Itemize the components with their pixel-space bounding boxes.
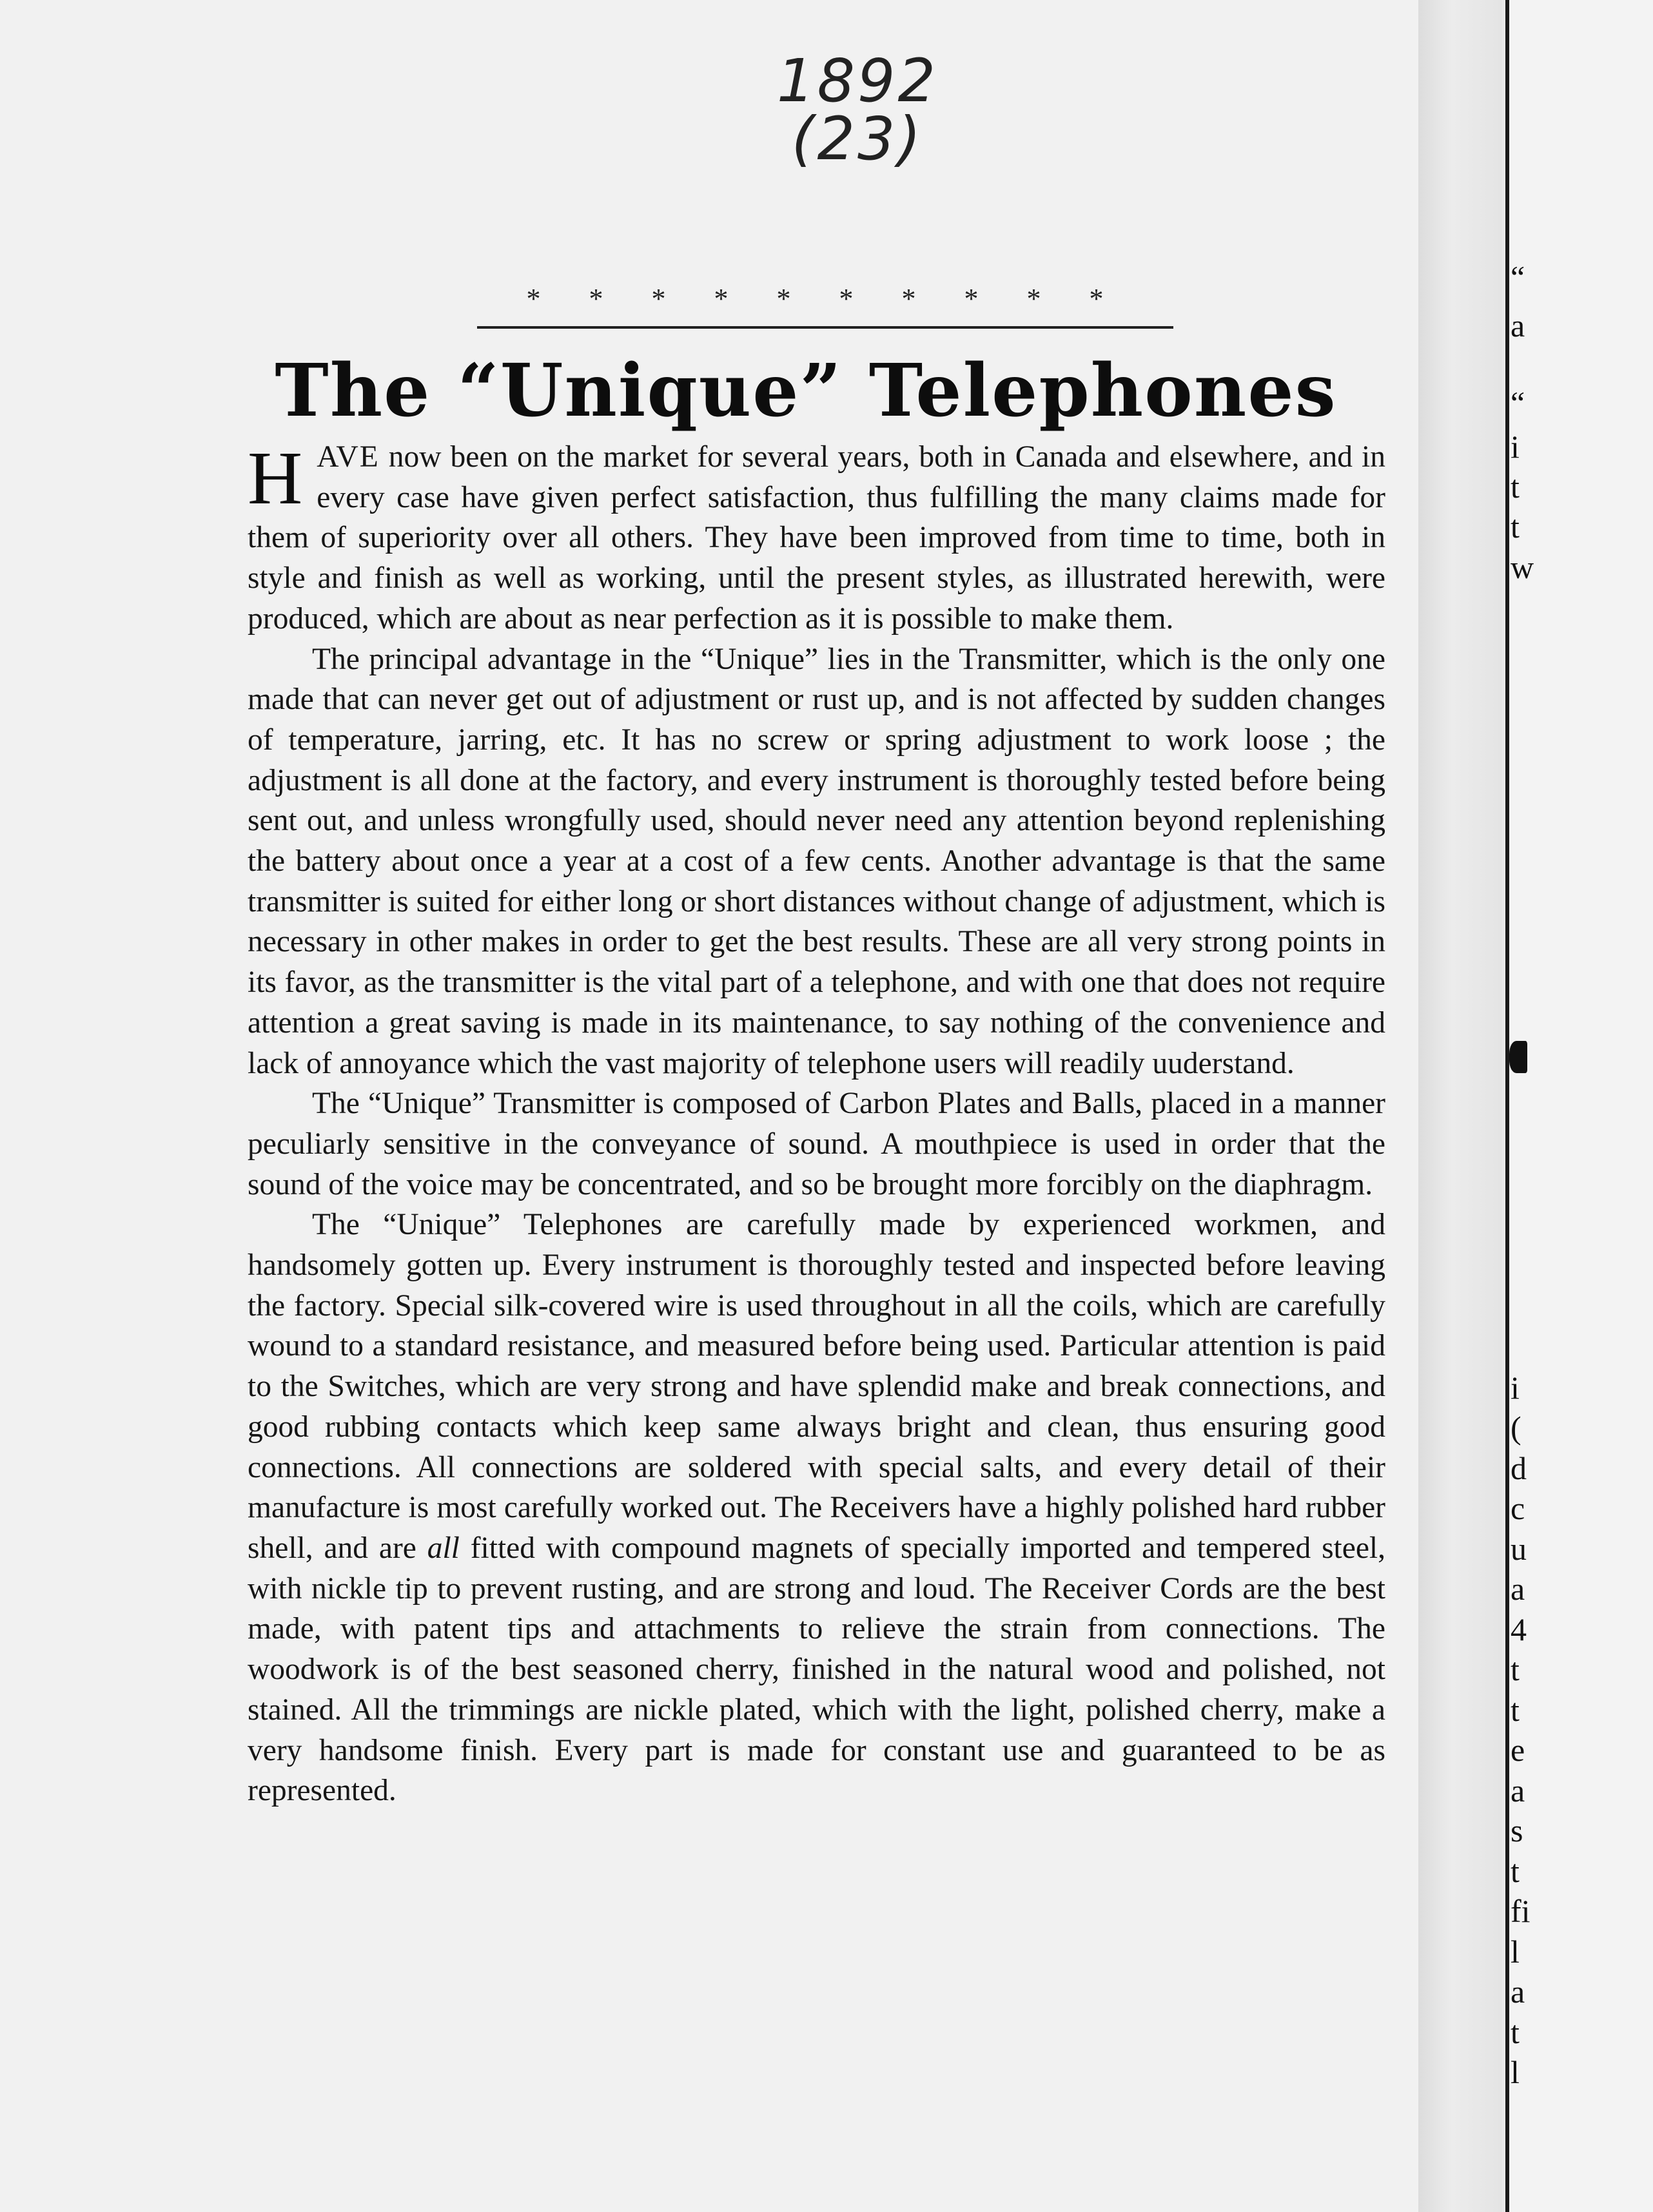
fragment-text: a [1511,1974,1525,2010]
adjacent-page-edge [1509,0,1653,2212]
paragraph-4-text-b: fitted with compound magnets of specially imported and tempered steel, with nickle tip to prevent rusting, and are strong and loud. The Receiver Cords are the best made, with patent tips and attachments to relieve the strain from connections. The woodwork is of the best seasoned cherry, finished in the natural wood and polished, not stained. All the trimmings are nickle plated, which with the light, polished cherry, make a very handsome finish. Every part is made for constant use and guaranteed to be as represented. [248,1531,1385,1808]
fragment-text: u [1511,1531,1527,1567]
paragraph-1-text: now been on the market for several years, both in Canada and elsewhere, and in every case have given perfect satisfaction, thus fulfilling the many claims made for them of superiority over all others. They have been improved from time to time, both in style and finish as well as working, until the present styles, as illustrated herewith, were produced, which are about as near perfection as it is possible to make them. [248,440,1385,635]
paragraph-4 [248,1205,1385,1811]
handwritten-number: (23) [791,104,924,173]
fragment-text: d [1511,1450,1527,1486]
fragment-text: 4 [1511,1611,1527,1647]
page-title: The “Unique” Telephones [275,349,1337,433]
paragraph-4-text-a: The “Unique” Telephones are carefully made by experienced workmen, and handsomely gotten up. Every instrument is thoroughly tested and inspected before leaving the factory. Special silk-covered wire is used throughout in all the coils, which are carefully wound to a standard resistance, and measured before being used. Particular attention is paid to the Switches, which are very strong and have splendid make and break connections, and good rubbing contacts which keep same always bright and clean, thus ensuring good connections. All connections are soldered with special salts, and every detail of their manufacture is most carefully worked out. The Receivers have a highly polished hard rubber shell, and are [248,1208,1385,1565]
fragment-text: fi [1511,1893,1531,1929]
ornament-stars: * * * * * * * * * * [526,283,1124,315]
fragment-text: w [1511,549,1534,585]
paragraph-4-emphasis: all [427,1531,460,1565]
ink-blot [1509,1041,1527,1073]
fragment-text: e [1511,1732,1525,1768]
paragraph-2: The principal advantage in the “Unique” lies in the Transmitter, which is the only one made that can never get out of adjustment or rust up, and is not affected by sudden changes of temperature, jarring, etc. It has no screw or spring adjustment to work loose ; the adjustment is all done at the factory, and every instrument is thoroughly tested before being sent out, and unless wrongfully used, should never need any attention beyond replenishing the battery about once a year at a cost of a few cents. Another advantage is that the same transmitter is suited for either long or short distances without change of adjustment, which is necessary in other makes in order to get the best results. These are all very strong points in its favor, as the transmitter is the vital part of a telephone, and with one that does not require attention a great saving is made in its maintenance, to say nothing of the convenience and lack of annoyance which the vast majority of telephone users will readily uuderstand. [248,642,1385,1080]
paragraph-1 [248,437,1385,639]
fragment-text: i [1511,1370,1520,1406]
fragment-text: t [1511,509,1520,545]
fragment-text: t [1511,1853,1520,1889]
fragment-text: a [1511,1571,1525,1607]
paragraph-1-lead: AVE [317,440,380,474]
fragment-text: l [1511,1934,1520,1970]
title-rule [477,326,1173,329]
paragraph-3: The “Unique” Transmitter is composed of Carbon Plates and Balls, placed in a manner peculiarly sensitive in the conveyance of sound. A mouthpiece is used in order that the sound of the voice may be concentrated, and so be brought more forcibly on the diaphragm. [248,1087,1385,1201]
fragment-text: t [1511,469,1520,505]
drop-cap: H [248,436,303,520]
article-body [248,437,1385,1811]
fragment-text: a [1511,1772,1525,1809]
fragment-text: l [1511,2054,1520,2090]
fragment-text: t [1511,1692,1520,1728]
fragment-text: i [1511,429,1520,465]
fragment-text: “ [1511,385,1525,421]
fragment-text: t [1511,2014,1520,2050]
fragment-text: t [1511,1651,1520,1687]
fragment-text: “ [1511,259,1525,295]
page-fold-shadow [1418,0,1502,2212]
fragment-text: ( [1511,1410,1521,1446]
handwritten-year: 1892 [776,46,939,115]
fragment-text: s [1511,1812,1523,1848]
fragment-text: c [1511,1490,1525,1526]
fragment-text: a [1511,307,1525,344]
